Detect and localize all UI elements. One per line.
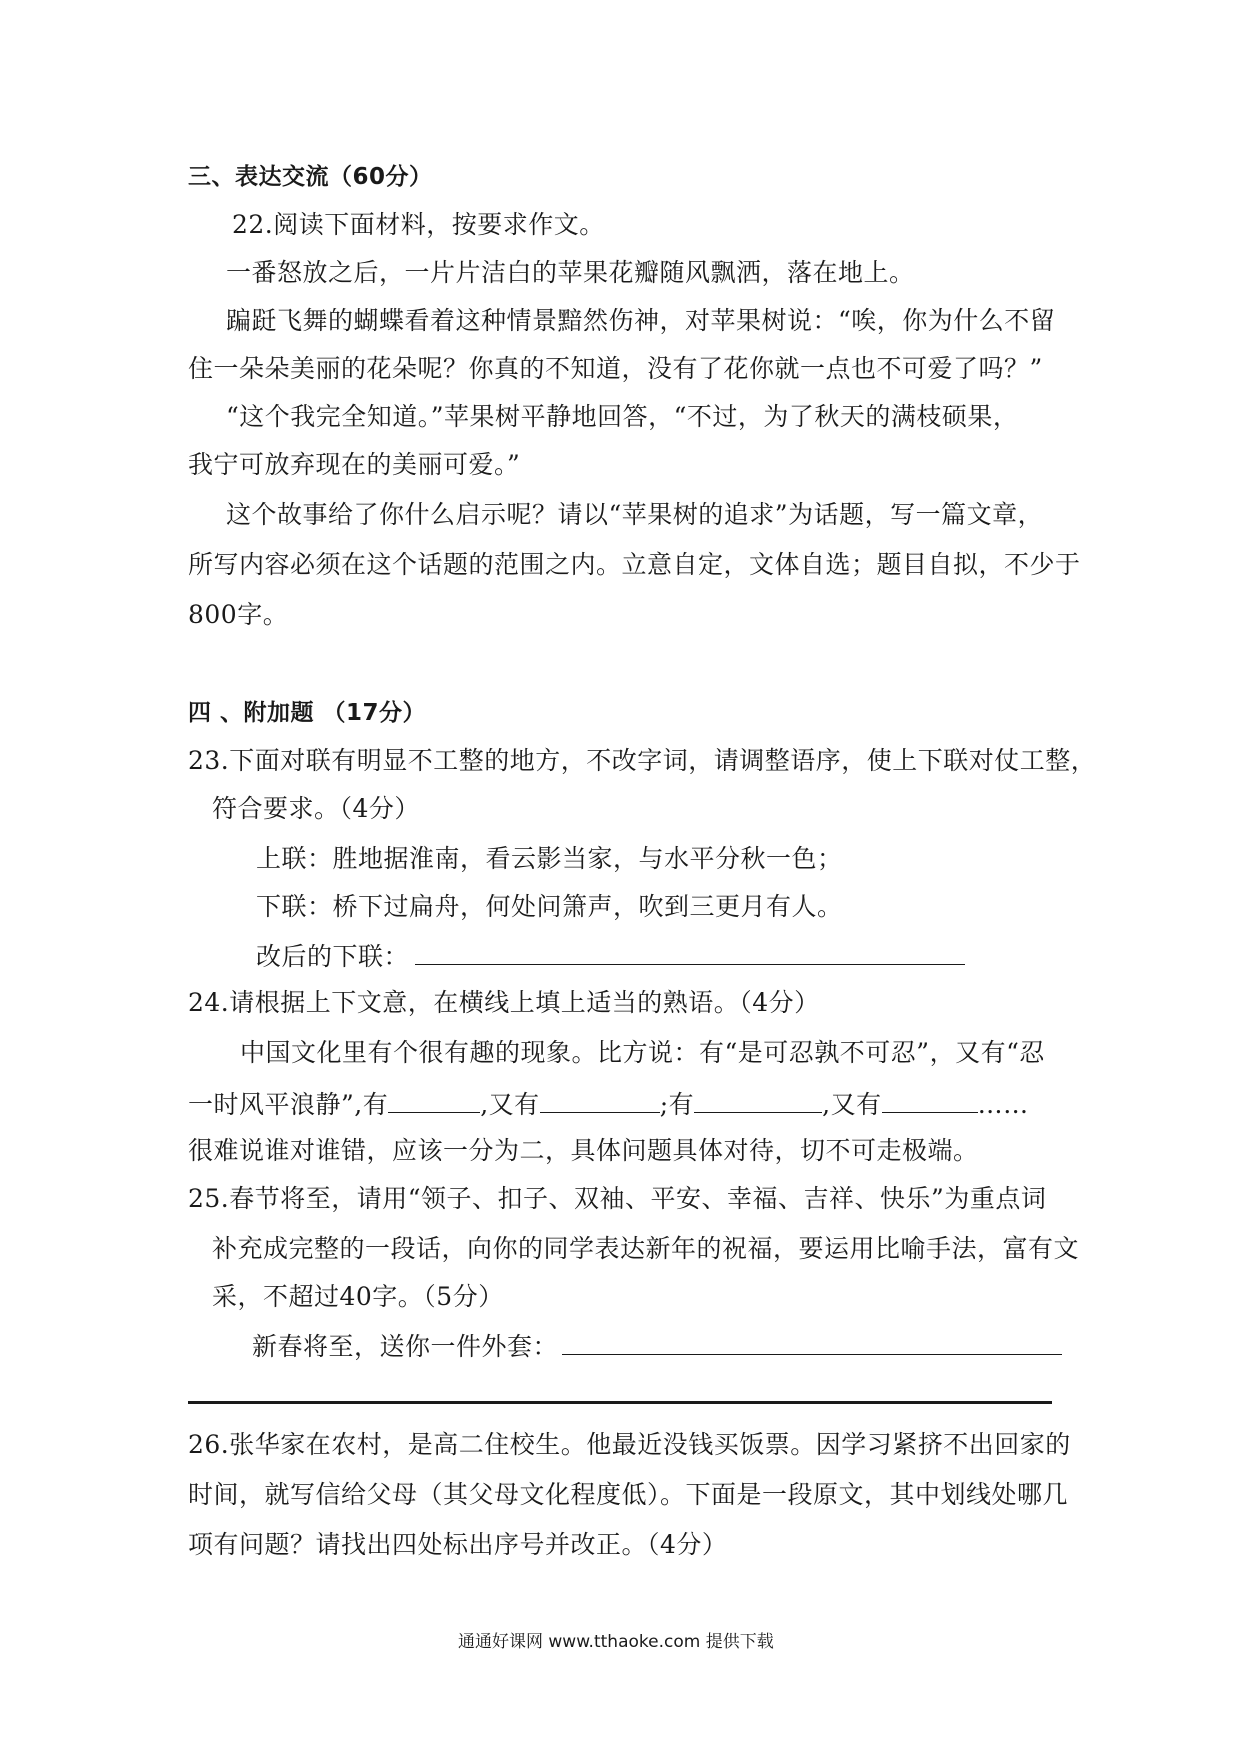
q24-blank-4[interactable] xyxy=(882,1086,978,1113)
q25-answer-label: 新春将至，送你一件外套： xyxy=(252,1332,559,1361)
q22-intro: 22.阅读下面材料，按要求作文。 xyxy=(232,210,605,239)
q23-answer-label: 改后的下联： xyxy=(256,942,410,971)
section-4-heading: 四 、附加题 （17分） xyxy=(188,700,427,726)
q24-line-1: 24.请根据上下文意，在横线上填上适当的熟语。（4分） xyxy=(188,988,820,1017)
q24-text-d: ,又有 xyxy=(822,1090,882,1119)
q22-paragraph-4-line-2: 所写内容必须在这个话题的范围之内。立意自定，文体自选；题目自拟，不少于 xyxy=(188,550,1081,579)
q24-text-c: ;有 xyxy=(659,1090,695,1119)
q22-paragraph-3-line-1: “这个我完全知道。”苹果树平静地回答，“不过，为了秋天的满枝硕果， xyxy=(226,402,1019,431)
q22-paragraph-4-line-3: 800字。 xyxy=(188,600,289,629)
q23-line-1: 23.下面对联有明显不工整的地方，不改字词，请调整语序，使上下联对仗工整， xyxy=(188,746,1097,775)
q25-answer-row xyxy=(252,1328,1062,1364)
q25-line-2: 补充成完整的一段话，向你的同学表达新年的祝福，要运用比喻手法，富有文 xyxy=(212,1234,1080,1263)
q26-line-1: 26.张华家在农村，是高二住校生。他最近没钱买饭票。因学习紧挤不出回家的 xyxy=(188,1430,1071,1459)
q24-text-b: ,又有 xyxy=(480,1090,540,1119)
q24-text-a: 一时风平浪静”,有 xyxy=(188,1090,389,1119)
footer-download-note: 通通好课网 www.tthaoke.com 提供下载 xyxy=(458,1632,774,1652)
q22-paragraph-2-line-1: 蹁跹飞舞的蝴蝶看着这种情景黯然伤神，对苹果树说：“唉，你为什么不留 xyxy=(226,306,1056,335)
q26-line-2: 时间，就写信给父母（其父母文化程度低）。下面是一段原文，其中划线处哪几 xyxy=(188,1480,1069,1509)
q24-blank-3[interactable] xyxy=(694,1086,822,1113)
q25-answer-blank[interactable] xyxy=(562,1328,1062,1355)
q25-answer-blank-2[interactable] xyxy=(188,1401,1052,1404)
q25-line-3: 采，不超过40字。（5分） xyxy=(212,1282,504,1311)
q23-answer-row xyxy=(256,938,965,974)
q23-answer-blank[interactable] xyxy=(415,938,965,965)
q22-paragraph-2-line-2: 住一朵朵美丽的花朵呢？你真的不知道，没有了花你就一点也不可爱了吗？” xyxy=(188,354,1043,383)
q23-upper-couplet: 上联：胜地据淮南，看云影当家，与水平分秋一色； xyxy=(256,844,843,873)
q22-paragraph-3-line-2: 我宁可放弃现在的美丽可爱。” xyxy=(188,450,521,479)
q24-text-e: …… xyxy=(977,1090,1029,1119)
q26-line-3: 项有问题？请找出四处标出序号并改正。（4分） xyxy=(188,1530,728,1559)
q24-paragraph-line-1: 中国文化里有个很有趣的现象。比方说：有“是可忍孰不可忍”，又有“忍 xyxy=(240,1038,1045,1067)
q23-line-2: 符合要求。（4分） xyxy=(212,794,420,823)
q25-line-1: 25.春节将至，请用“领子、扣子、双袖、平安、幸福、吉祥、快乐”为重点词 xyxy=(188,1184,1047,1213)
q22-paragraph-4-line-1: 这个故事给了你什么启示呢？请以“苹果树的追求”为话题，写一篇文章， xyxy=(226,500,1044,529)
q23-lower-couplet: 下联：桥下过扁舟，何处问箫声，吹到三更月有人。 xyxy=(256,892,843,921)
q24-paragraph-line-3: 很难说谁对谁错，应该一分为二，具体问题具体对待，切不可走极端。 xyxy=(188,1136,979,1165)
q22-paragraph-1: 一番怒放之后，一片片洁白的苹果花瓣随风飘洒，落在地上。 xyxy=(226,258,915,287)
section-3-heading: 三、表达交流（60分） xyxy=(188,164,433,190)
q24-blank-1[interactable] xyxy=(388,1086,480,1113)
q24-paragraph-line-2 xyxy=(188,1086,1029,1122)
q24-blank-2[interactable] xyxy=(540,1086,660,1113)
